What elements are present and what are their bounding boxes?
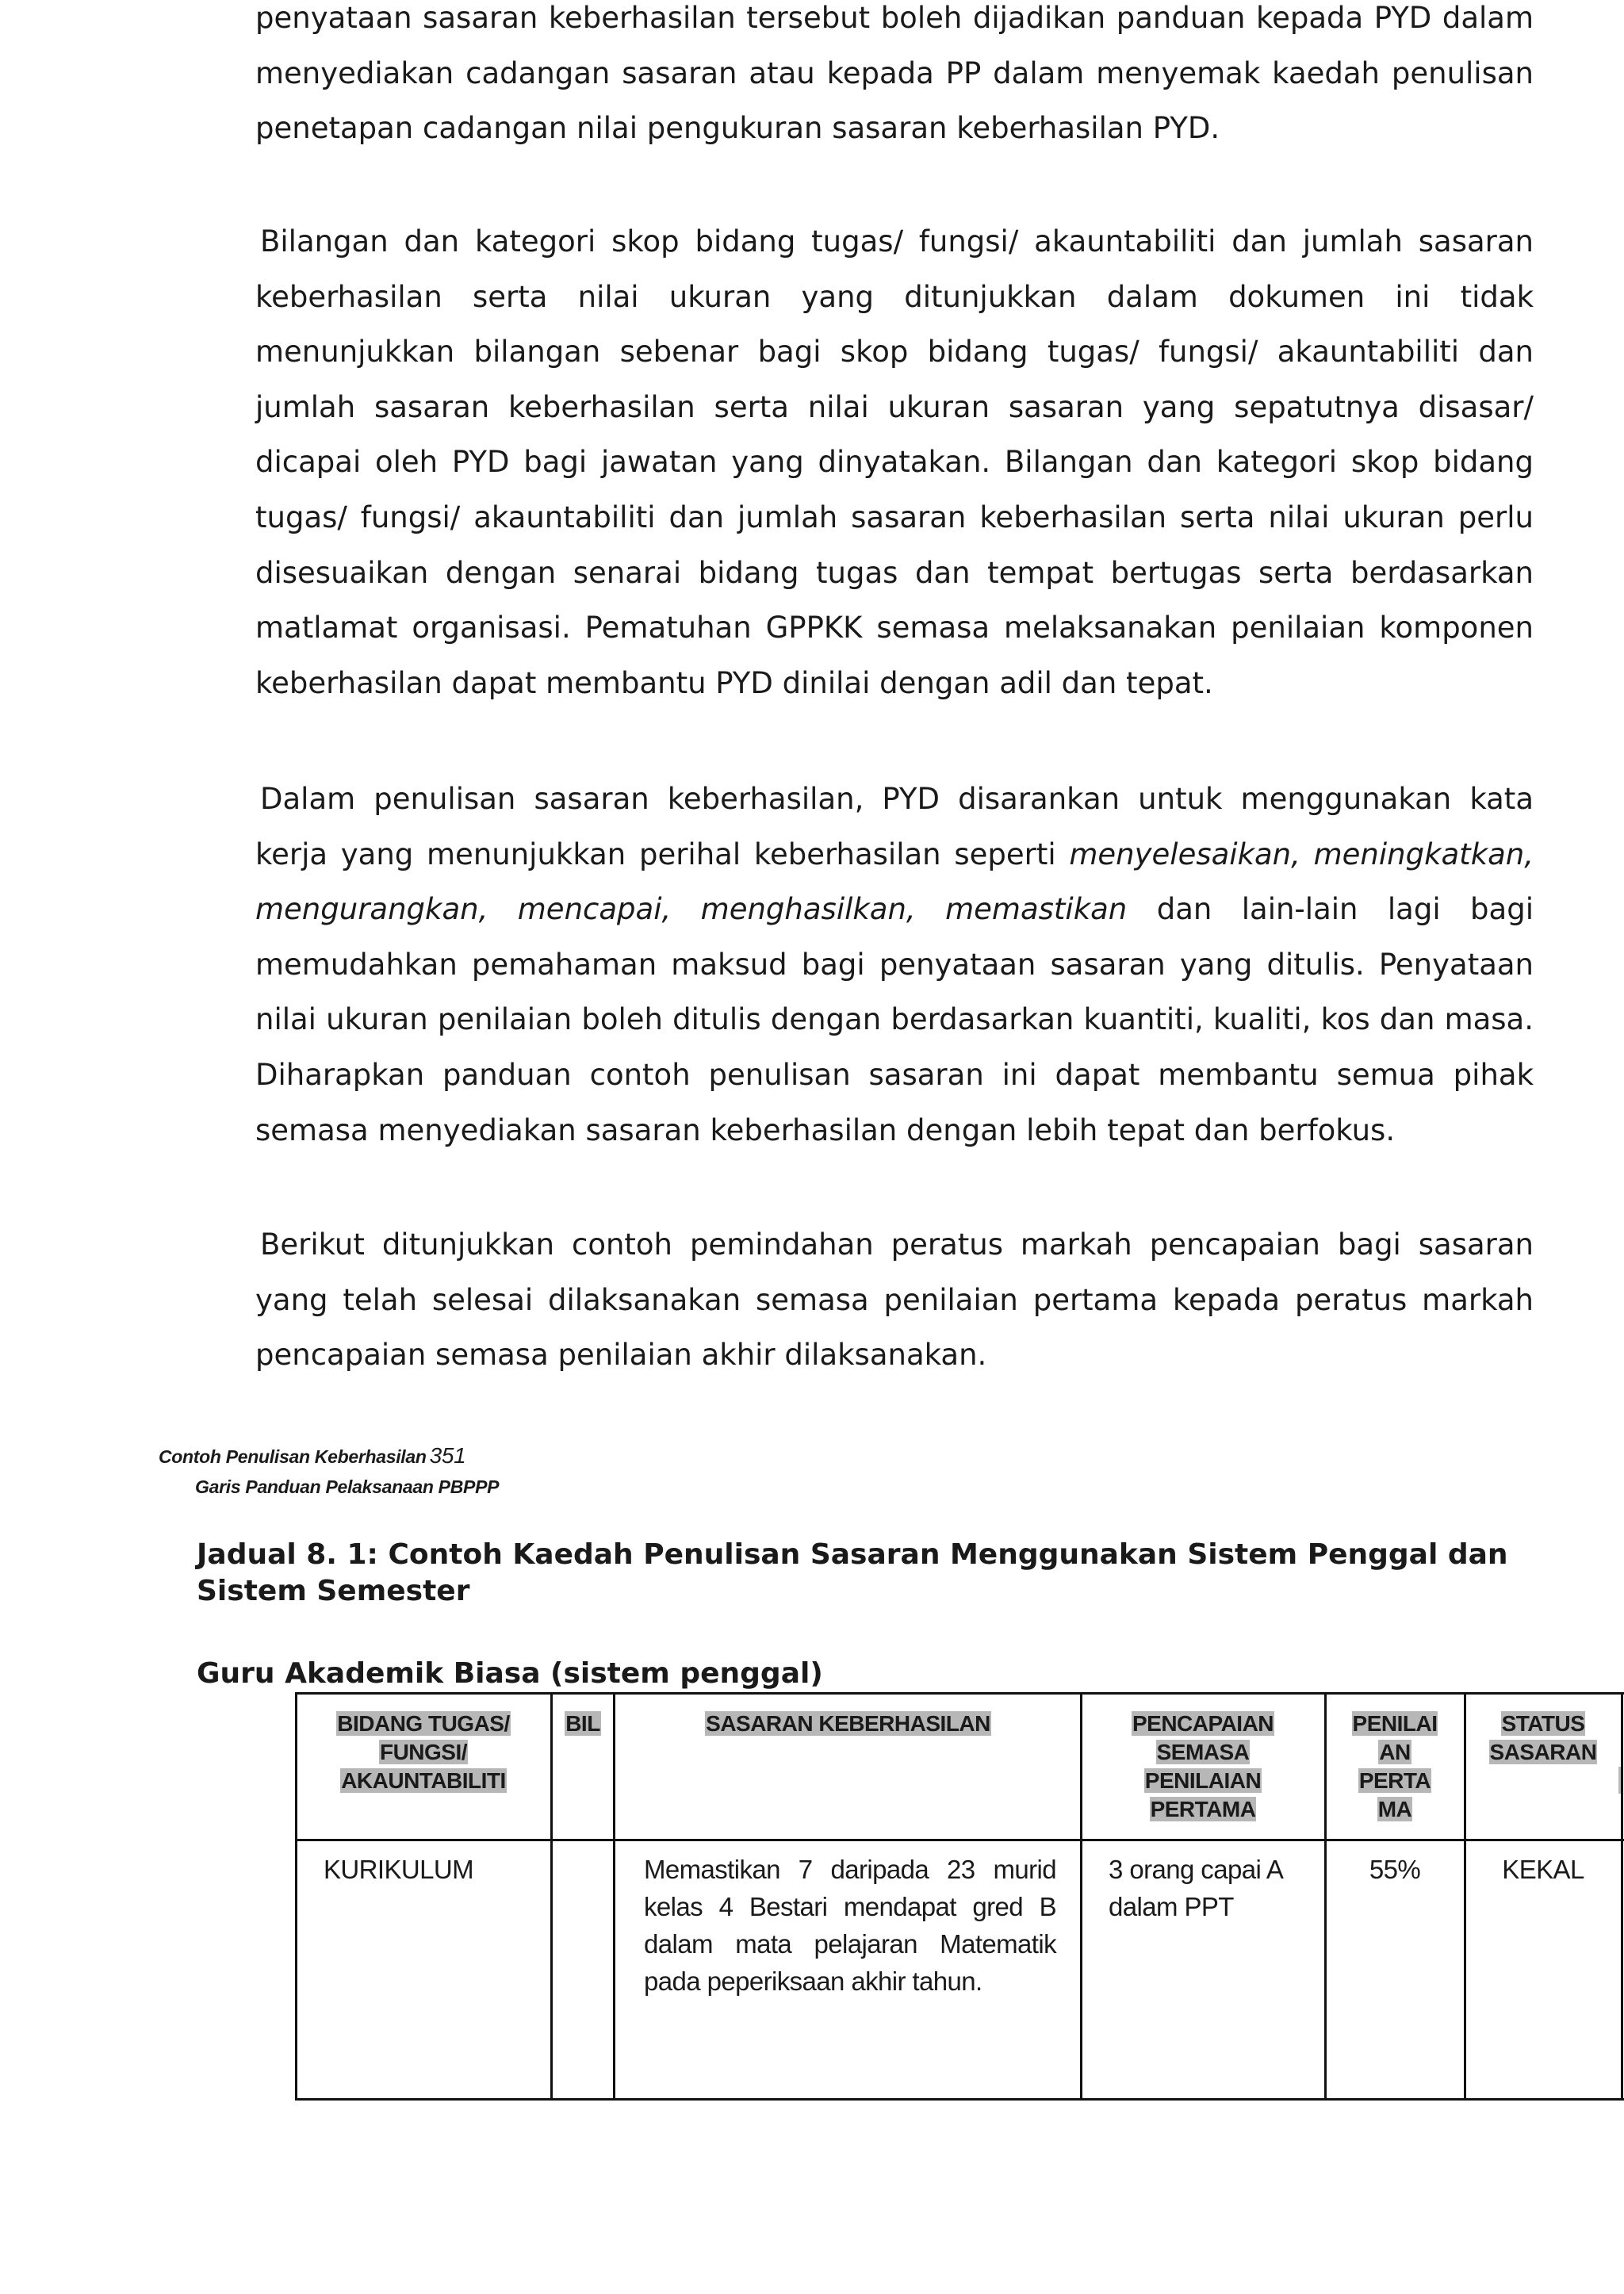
running-subtitle: Garis Panduan Pelaksanaan PBPPP [195,1476,500,1497]
table-col-border [295,1692,297,2101]
paragraph-text: penyataan sasaran keberhasilan tersebut boleh dijadikan panduan kepada PYD dalam menyediakan cadangan sasaran atau kepada PP dalam menyemak kaedah penulisan penetapan cadangan nilai pengukuran sasaran keberhasilan PYD. [255,1,1534,146]
cell-bidang: KURIKULUM [324,1855,473,1884]
table-col-border [613,1692,615,2101]
paragraph-text-end: dan lain-lain lagi bagi memudahkan pemahaman maksud bagi penyataan sasaran yang ditulis. Penyataan nilai ukuran penilaian boleh ditulis dengan berdasarkan kuantiti, kualiti, kos dan masa. Diharapkan panduan contoh penulisan sasaran ini dapat membantu semua pihak semasa menyediakan sasaran keberhasilan dengan lebih tepat dan berfokus. [255,892,1534,1147]
body-paragraph-1 [255,0,1534,156]
table-col-border [1464,1692,1466,2101]
cell-penilaian: 55% [1369,1855,1421,1884]
header-bil: BIL [565,1711,600,1736]
body-paragraph-2 [255,214,1534,710]
cell-sasaran: Memastikan 7 daripada 23 murid kelas 4 Bestari mendapat gred B dalam mata pelajaran Matematik pada peperiksaan akhir tahun. [644,1855,1056,1996]
header-pencapaian: PENCAPAIAN SEMASA PENILAIAN PERTAMA [1132,1711,1274,1821]
body-paragraph-4 [255,1217,1534,1383]
paragraph-text: Berikut ditunjukkan contoh pemindahan peratus markah pencapaian bagi sasaran yang telah selesai dilaksanakan semasa penilaian pertama kepada peratus markah pencapaian semasa penilaian akhir dilaksanakan. [255,1227,1534,1373]
page-number: 351 [429,1443,466,1468]
paragraph-text-start: Dalam penulisan sasaran keberhasilan, PYD disarankan untuk menggunakan kata kerja yang menunjukkan perihal keberhasilan seperti [255,782,1534,871]
table-top-border [295,1692,1624,1695]
paragraph-italic-verbs: menyelesaikan, meningkatkan, mengurangkan, mencapai, menghasilkan, memastikan [255,837,1534,927]
header-sasaran-keberhasilan: SASARAN KEBERHASILAN [706,1711,990,1736]
table-col-border [1080,1692,1082,2101]
table-col-border [1324,1692,1327,2101]
section-heading: Guru Akademik Biasa (sistem penggal) [197,1657,823,1690]
header-status-sasaran: STATUS SASARAN [1489,1711,1597,1764]
table-bottom-border [295,2098,1624,2101]
cell-status: KEKAL [1502,1855,1584,1884]
table-header-divider [295,1839,1624,1841]
cell-edge-mark [1618,1767,1621,1794]
paragraph-text: Bilangan dan kategori skop bidang tugas/ fungsi/ akauntabiliti dan jumlah sasaran keberhasilan serta nilai ukuran yang ditunjukkan dalam dokumen ini tidak menunjukkan bilangan sebenar bagi skop bidang tugas/ fungsi/ akauntabiliti dan jumlah sasaran keberhasilan serta nilai ukuran sasaran yang sepatutnya disasar/ dicapai oleh PYD bagi jawatan yang dinyatakan. Bilangan dan kategori skop bidang tugas/ fungsi/ akauntabiliti dan jumlah sasaran keberhasilan serta nilai ukuran perlu disesuaikan dengan senarai bidang tugas dan tempat bertugas serta berdasarkan matlamat organisasi. Pematuhan GPPKK semasa melaksanakan penilaian komponen keberhasilan dapat membantu PYD dinilai dengan adil dan tepat. [255,224,1534,700]
cell-pencapaian: 3 orang capai A dalam PPT [1109,1855,1282,1921]
body-paragraph-3 [255,772,1534,1158]
table-caption: Jadual 8. 1: Contoh Kaedah Penulisan Sasaran Menggunakan Sistem Penggal dan Sistem Semester [197,1538,1508,1607]
header-penilaian-pertama: PENILAI AN PERTA MA [1352,1711,1438,1821]
targets-table [295,1692,1624,2101]
header-bidang-tugas: BIDANG TUGAS/ FUNGSI/ AKAUNTABILITI [337,1711,510,1793]
running-title [159,1443,465,1469]
table-col-border [1621,1692,1623,2101]
running-title-text: Contoh Penulisan Keberhasilan [159,1446,427,1467]
table-col-border [550,1692,553,2101]
